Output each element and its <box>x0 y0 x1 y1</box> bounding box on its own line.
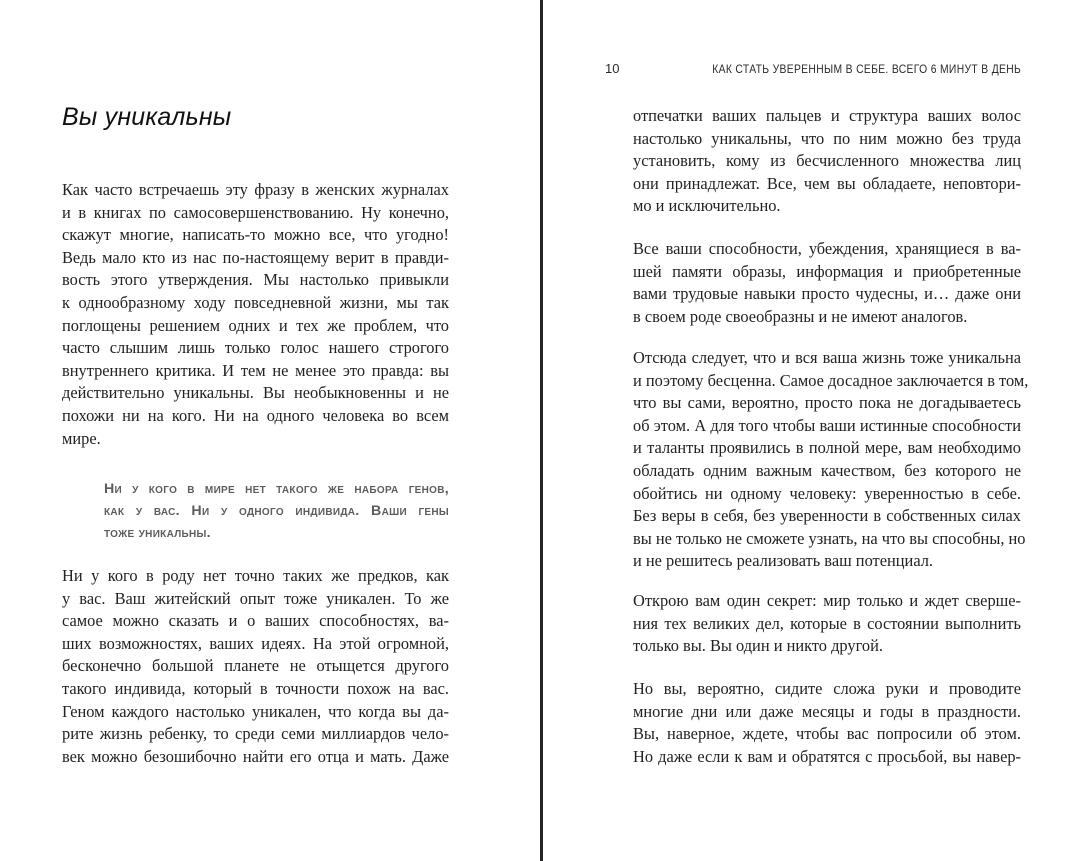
text-line: мо и исключительно. <box>633 196 781 216</box>
text-line: что вы сами, вероятно, просто пока не догадываетесь <box>633 393 1021 413</box>
left-paragraph-2 <box>62 565 449 768</box>
text-line: Но даже если к вам и обратятся с просьбой, вы навер- <box>633 746 1021 766</box>
text-line: вами трудовые навыки просто чудесны, и… даже они <box>633 284 1021 304</box>
text-line: похожи ни на кого. Ни на одного человека во всем <box>62 405 449 425</box>
text-line: и в книгах по самосовершенствованию. Ну конечно, <box>62 202 449 222</box>
text-line: отпечатки ваших пальцев и структура ваших волос <box>633 106 1021 125</box>
text-line: у вас. Ваш житейский опыт тоже уникален. То же <box>62 588 449 608</box>
text-line: и поэтому бесценна. Самое досадное заключается в том, <box>633 370 1029 390</box>
text-line: бесконечно большой планете не отыщется другого <box>62 656 449 676</box>
text-line: и таланты проявились в полной мере, вам необходимо <box>633 438 1021 458</box>
text-line: Открою вам один секрет: мир только и ждет сверше- <box>633 591 1021 610</box>
text-line: шей памяти образы, информация и приобретенные <box>633 261 1021 281</box>
text-line: настолько уникальны, что по ним можно без труда <box>633 128 1021 148</box>
text-line: вы не только не сможете узнать, на что вы способны, но <box>633 528 1026 548</box>
right-paragraph-1 <box>633 105 1021 218</box>
text-line: установить, кому из бесчисленного множества лиц <box>633 151 1021 171</box>
text-line: действительно уникальны. Вы необыкновенны и не <box>62 383 449 403</box>
text-line: Без веры в себя, без уверенности в собственных силах <box>633 506 1021 526</box>
text-line: такого индивида, который в точности похож на вас. <box>62 678 449 698</box>
text-line: к однообразному ходу повседневной жизни, мы так <box>62 292 449 312</box>
text-line: и не решитесь реализовать ваш потенциал. <box>633 551 934 571</box>
text-line: Как часто встречаешь эту фразу в женских журналах <box>62 180 449 199</box>
text-line: Ни у кого в роду нет точно таких же предков, как <box>62 566 449 585</box>
text-line: обладать одним важным качеством, без которого не <box>633 460 1021 480</box>
text-line: об этом. А для того чтобы ваши истинные способности <box>633 415 1021 435</box>
text-line: внутреннего критика. И тем не менее это правда: вы <box>62 360 449 380</box>
quote-line: как у вас. Ни у одного индивида. Ваши гены <box>104 503 449 519</box>
running-header <box>605 61 1021 79</box>
text-line: Вы, наверное, ждете, чтобы вас попросили об этом. <box>633 724 1021 744</box>
right-paragraph-3 <box>633 347 1029 573</box>
quote-line: тоже уникальны. <box>104 525 211 541</box>
text-line: обойтись ни одному человеку: уверенностью в себе. <box>633 483 1021 503</box>
text-line: вость этого утверждения. Мы настолько привыкли <box>62 270 449 290</box>
text-line: они принадлежат. Все, чем вы обладаете, неповтори- <box>633 173 1021 193</box>
text-line: в своем роде своеобразны и не имеют аналогов. <box>633 306 968 326</box>
text-line: часто слышим лишь только голос нашего строгого <box>62 338 449 358</box>
right-paragraph-4 <box>633 590 1021 658</box>
text-line: рите жизнь ребенку, то среди семи миллиардов чело- <box>62 724 449 744</box>
text-line: ния тех великих дел, которые в состоянии выполнить <box>633 613 1021 633</box>
text-line: многие дни или даже месяцы и годы в праздности. <box>633 701 1021 721</box>
text-line: мире. <box>62 428 101 448</box>
text-line: самое можно сказать и о ваших способностях, ва- <box>62 611 449 631</box>
text-line: поглощены решением одних и тех же проблем, что <box>62 315 449 335</box>
text-line: ших возможностях, ваших идеях. На этой огромной, <box>62 633 449 653</box>
left-paragraph-1 <box>62 179 449 450</box>
text-line: Геном каждого настолько уникален, что когда вы да- <box>62 701 449 721</box>
text-line: Ведь мало кто из нас по-настоящему верит в правди- <box>62 247 449 267</box>
text-line: только вы. Вы один и никто другой. <box>633 636 883 656</box>
chapter-title: Вы уникальны <box>62 103 232 131</box>
text-line: век можно безошибочно найти его отца и мать. Даже <box>62 746 449 766</box>
right-paragraph-2 <box>633 238 1021 328</box>
text-line: Отсюда следует, что и вся ваша жизнь тоже уникальна <box>633 348 1021 367</box>
text-line: скажут многие, написать-то можно все, что угодно! <box>62 225 449 245</box>
right-paragraph-5 <box>633 678 1021 768</box>
quote-line: Ни у кого в мире нет такого же набора генов, <box>104 481 449 497</box>
text-line: Все ваши способности, убеждения, хранящиеся в ва- <box>633 239 1021 258</box>
pull-quote <box>104 478 449 544</box>
text-line: Но вы, вероятно, сидите сложа руки и проводите <box>633 679 1021 698</box>
running-title: КАК СТАТЬ УВЕРЕННЫМ В СЕБЕ. ВСЕГО 6 МИНУТ В ДЕНЬ <box>712 62 1021 76</box>
page-number: 10 <box>605 61 620 76</box>
